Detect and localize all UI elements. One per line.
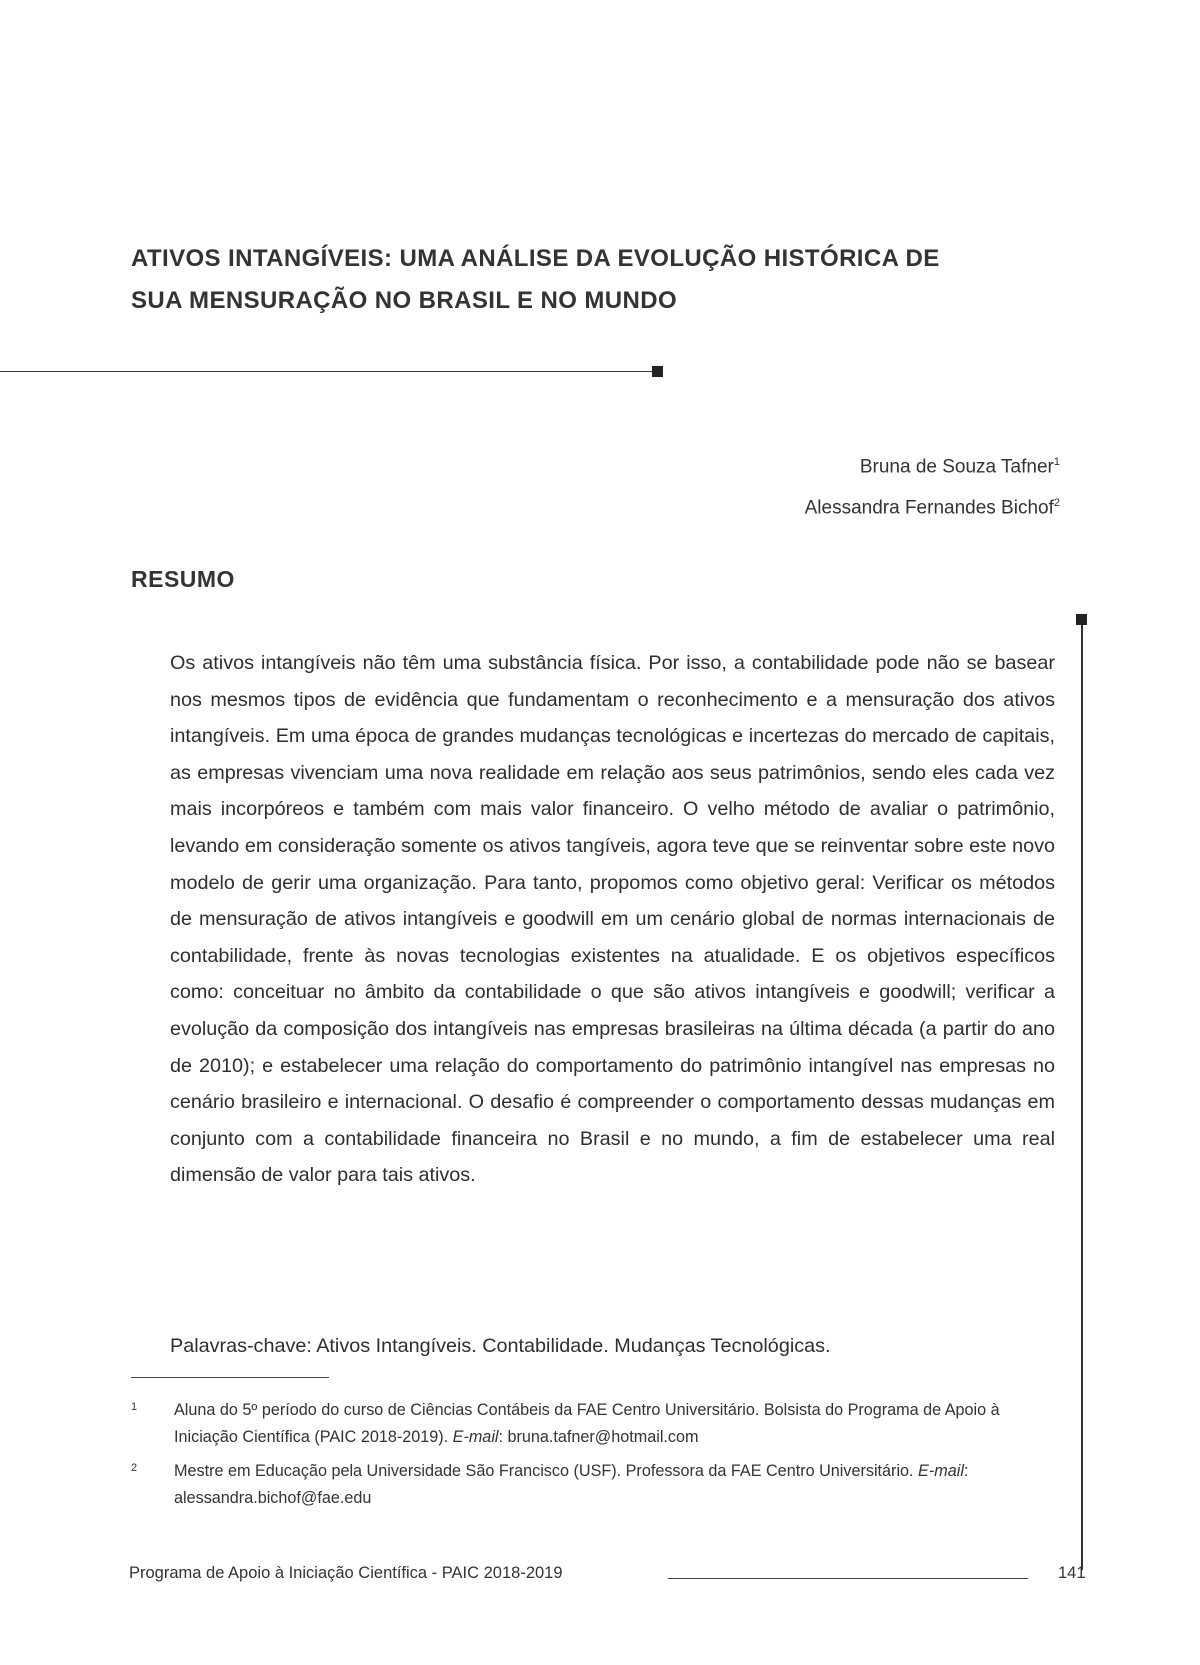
footnote-body: Mestre em Educação pela Universidade São Francisco (USF). Professora da FAE Centro Universitário. <box>174 1462 914 1480</box>
author-1 <box>805 444 1060 485</box>
footer-program: Programa de Apoio à Iniciação Científica - PAIC 2018-2019 <box>129 1564 563 1582</box>
side-rule <box>1081 625 1083 1570</box>
page-number: 141 <box>1058 1564 1086 1582</box>
author-2 <box>805 485 1060 526</box>
footer-divider <box>668 1578 1028 1579</box>
side-rule-square <box>1076 614 1087 625</box>
title-line-1: ATIVOS INTANGÍVEIS: UMA ANÁLISE DA EVOLUÇÃO HISTÓRICA DE <box>131 245 940 272</box>
abstract-heading: RESUMO <box>131 566 235 592</box>
footnote-body: Aluna do 5º período do curso de Ciências Contábeis da FAE Centro Universitário. Bolsista do Programa de Apoio à Iniciação Científica (PAIC 2018-2019). <box>174 1401 1000 1446</box>
footnote-text <box>174 1397 1061 1451</box>
author-name: Alessandra Fernandes Bichof <box>804 497 1054 519</box>
author-footnote-mark: 1 <box>1053 456 1060 468</box>
article-title <box>131 238 1031 322</box>
author-list <box>805 444 1060 527</box>
email-address: : bruna.tafner@hotmail.com <box>498 1428 699 1446</box>
title-line-2: SUA MENSURAÇÃO NO BRASIL E NO MUNDO <box>131 287 678 314</box>
footnote-mark: 1 <box>131 1401 138 1413</box>
footnote-1 <box>131 1397 1061 1451</box>
title-divider <box>0 371 652 372</box>
abstract-body: Os ativos intangíveis não têm uma substância física. Por isso, a contabilidade pode não se basear nos mesmos tipos de evidência que fundamentam o reconhecimento e a mensuração dos ativos intangíveis. Em uma época de grandes mudanças tecnológicas e incertezas do mercado de capitais, as empresas vivenciam uma nova realidade em relação aos seus patrimônios, sendo eles cada vez mais incorpóreos e também com mais valor financeiro. O velho método de avaliar o patrimônio, levando em consideração somente os ativos tangíveis, agora teve que se reinventar sobre este novo modelo de gerir uma organização. Para tanto, propomos como objetivo geral: Verificar os métodos de mensuração de ativos intangíveis e goodwill em um cenário global de normas internacionais de contabilidade, frente às novas tecnologias existentes na atualidade. E os objetivos específicos como: conceituar no âmbito da contabilidade o que são ativos intangíveis e goodwill; verificar a evolução da composição dos intangíveis nas empresas brasileiras na última década (a partir do ano de 2010); e estabelecer uma relação do comportamento do patrimônio intangível nas empresas no cenário brasileiro e internacional. O desafio é compreender o comportamento dessas mudanças em conjunto com a contabilidade financeira no Brasil e no mundo, a fim de estabelecer uma real dimensão de valor para tais ativos. <box>170 652 1055 1187</box>
footnote-2 <box>131 1458 1061 1512</box>
footnote-divider <box>131 1377 329 1378</box>
email-label: E-mail <box>452 1428 499 1446</box>
title-divider-square <box>652 366 663 377</box>
author-footnote-mark: 2 <box>1053 497 1060 510</box>
email-address: : alessandra.bichof@fae.edu <box>174 1462 969 1507</box>
email-label: E-mail <box>918 1462 964 1480</box>
footnote-text <box>174 1458 1061 1512</box>
author-name: Bruna de Souza Tafner <box>859 456 1054 478</box>
footnote-mark: 2 <box>131 1462 138 1474</box>
keywords: Palavras-chave: Ativos Intangíveis. Contabilidade. Mudanças Tecnológicas. <box>170 1335 831 1357</box>
